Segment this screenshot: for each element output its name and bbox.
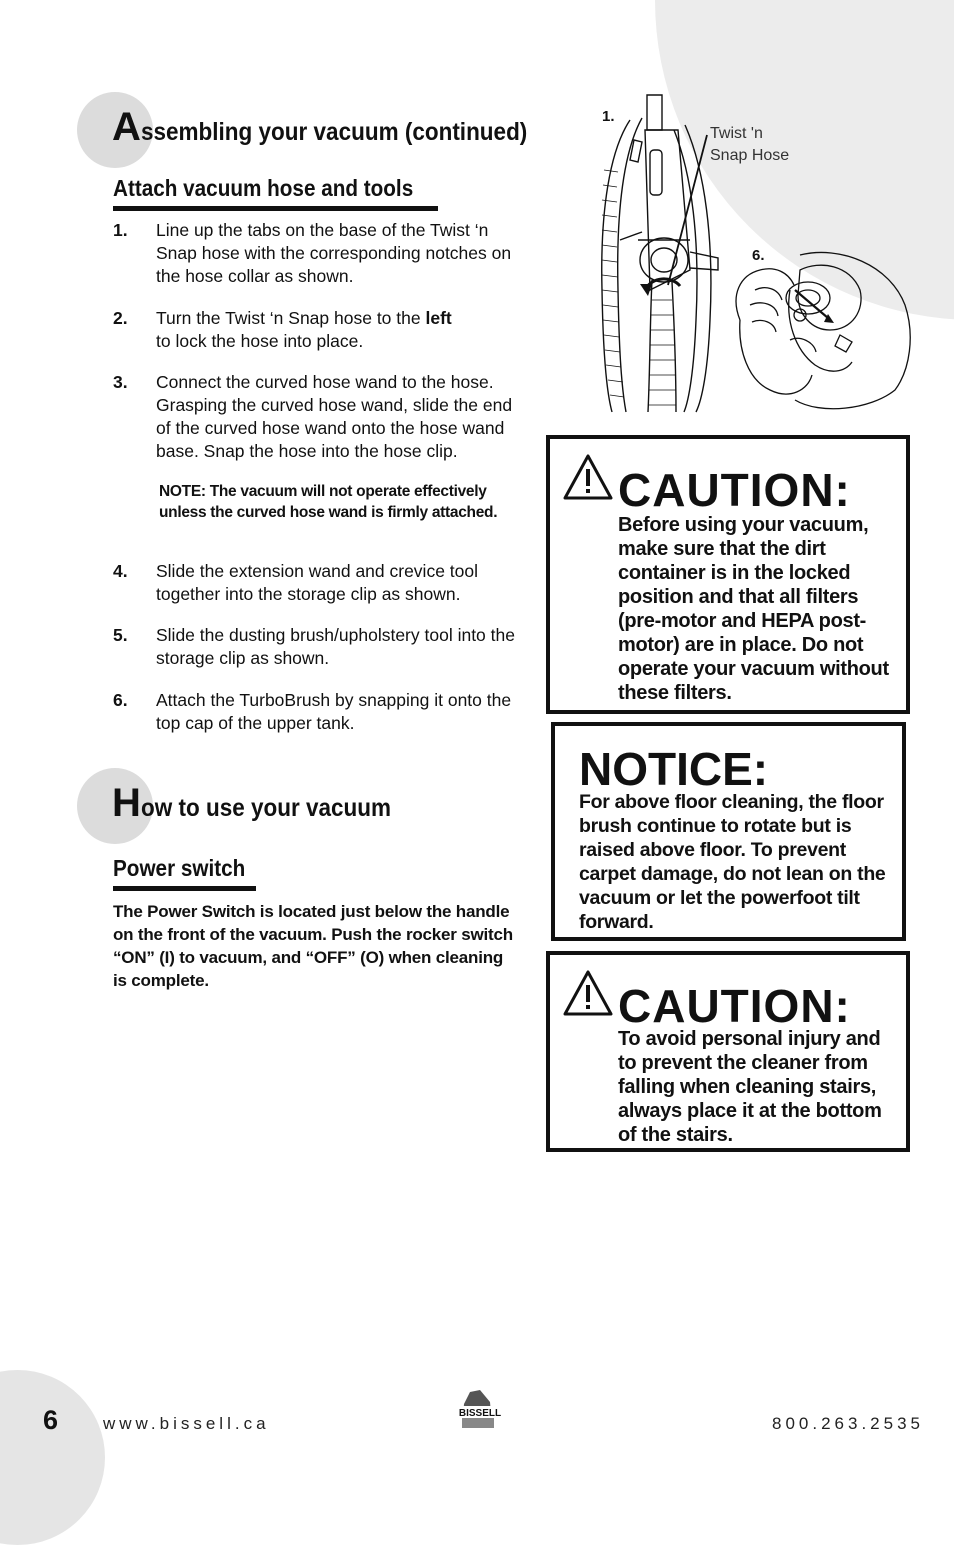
step-text: Slide the dusting brush/upholstery tool into the storage clip as shown. bbox=[156, 625, 515, 668]
notice-title: NOTICE: bbox=[579, 743, 769, 795]
step-number: 6. bbox=[113, 690, 128, 710]
caution-text: To avoid personal injury and to prevent the cleaner from falling when cleaning stairs, always place it at the bottom of the stairs. bbox=[618, 1028, 882, 1146]
step-text: Slide the extension wand and crevice tool together into the storage clip as shown. bbox=[156, 561, 479, 604]
logo-text: BISSELL bbox=[458, 1408, 502, 1419]
caution-box bbox=[546, 951, 910, 1152]
step-number: 2. bbox=[113, 308, 128, 328]
step-text-bold: left bbox=[425, 308, 452, 328]
heading-initial: H bbox=[112, 781, 141, 825]
vacuum-illustration bbox=[590, 90, 920, 430]
callout-line: Twist 'n bbox=[710, 125, 763, 142]
caution-title: CAUTION: bbox=[618, 464, 851, 516]
warning-triangle-icon bbox=[562, 969, 614, 1017]
step-number: 4. bbox=[113, 561, 128, 581]
caution-title: CAUTION: bbox=[618, 980, 851, 1032]
notice-text: For above floor cleaning, the floor brush continue to rotate but is raised above floor. To prevent carpet damage, do not lean on the vacuum or let the powerfoot tilt forward. bbox=[579, 791, 886, 933]
background-circle-bottom-left bbox=[0, 1370, 105, 1545]
subheading-attach-hose bbox=[113, 175, 438, 211]
step-text-part: Turn the Twist ‘n Snap hose to the bbox=[156, 308, 426, 328]
power-switch-text: The Power Switch is located just below the handle on the front of the vacuum. Push the rocker switch “ON” (I) to vacuum, and “OFF” (O) when cleaning is complete. bbox=[113, 902, 513, 990]
heading-rest: ssembling your vacuum (continued) bbox=[140, 118, 528, 146]
step-text: Line up the tabs on the base of the Twist ‘n Snap hose with the corresponding notches on the hose collar as shown. bbox=[156, 220, 512, 286]
step-text: Connect the curved hose wand to the hose. Grasping the curved hose wand, slide the end of the curved hose wand onto the hose wand base. Snap the hose into the hose clip. bbox=[156, 372, 513, 461]
caution-text: Before using your vacuum, make sure that the dirt container is in the locked position and that all filters (pre-motor and HEPA post-motor) are in place. Do not operate your vacuum without these filters. bbox=[618, 514, 889, 704]
figure-6-label: 6. bbox=[752, 247, 765, 264]
heading-rest: ow to use your vacuum bbox=[140, 794, 391, 822]
step-number: 3. bbox=[113, 372, 128, 392]
caution-box bbox=[546, 435, 910, 714]
figure-1-label: 1. bbox=[602, 108, 615, 125]
step-number: 1. bbox=[113, 220, 128, 240]
website-link[interactable]: www.bissell.ca bbox=[103, 1414, 270, 1433]
step-text: Attach the TurboBrush by snapping it onto the top cap of the upper tank. bbox=[156, 690, 512, 733]
callout-line: Snap Hose bbox=[710, 147, 790, 164]
subheading-text: Attach vacuum hose and tools bbox=[113, 175, 414, 201]
step-number: 5. bbox=[113, 625, 128, 645]
subheading-text: Power switch bbox=[113, 855, 246, 881]
note-text: NOTE: The vacuum will not operate effectively unless the curved hose wand is firmly attached. bbox=[159, 483, 498, 521]
step-text bbox=[156, 307, 466, 353]
warning-triangle-icon bbox=[562, 453, 614, 501]
heading-initial: A bbox=[112, 105, 141, 149]
section-heading-assembling bbox=[112, 105, 570, 150]
notice-box bbox=[551, 722, 906, 941]
section-heading-how-to-use bbox=[112, 781, 419, 826]
step-text-part: to lock the hose into place. bbox=[156, 331, 364, 351]
page-number: 6 bbox=[43, 1405, 59, 1435]
subheading-power-switch bbox=[113, 855, 256, 891]
bissell-logo bbox=[448, 1388, 512, 1432]
phone-number: 800.263.2535 bbox=[772, 1414, 924, 1433]
